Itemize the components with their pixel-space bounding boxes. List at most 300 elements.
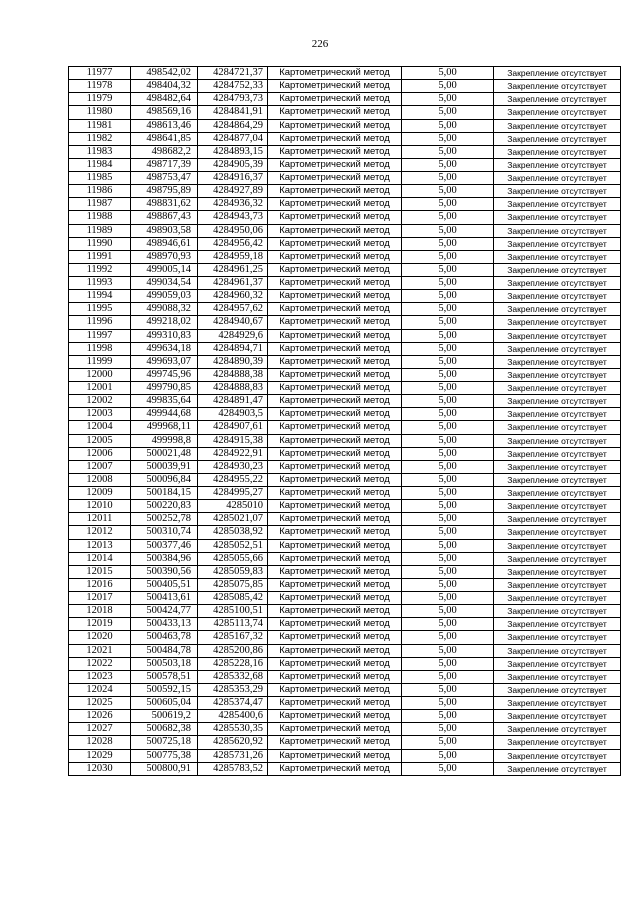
y-coordinate-cell: 4284961,37 <box>198 277 268 290</box>
y-coordinate-cell: 4285075,85 <box>198 578 268 591</box>
y-coordinate-cell: 4285038,92 <box>198 526 268 539</box>
point-number-cell: 11983 <box>69 145 131 158</box>
x-coordinate-cell: 499968,11 <box>131 421 198 434</box>
accuracy-cell: 5,00 <box>402 355 494 368</box>
x-coordinate-cell: 500619,2 <box>131 710 198 723</box>
fixation-cell: Закрепление отсутствует <box>494 683 621 696</box>
x-coordinate-cell: 499835,64 <box>131 395 198 408</box>
table-row <box>69 355 621 368</box>
x-coordinate-cell: 498946,61 <box>131 237 198 250</box>
y-coordinate-cell: 4284888,83 <box>198 382 268 395</box>
y-coordinate-cell: 4284877,04 <box>198 132 268 145</box>
x-coordinate-cell: 499944,68 <box>131 408 198 421</box>
fixation-cell: Закрепление отсутствует <box>494 749 621 762</box>
point-number-cell: 12005 <box>69 434 131 447</box>
point-number-cell: 11993 <box>69 277 131 290</box>
y-coordinate-cell: 4285052,51 <box>198 539 268 552</box>
point-number-cell: 11986 <box>69 185 131 198</box>
point-number-cell: 11996 <box>69 316 131 329</box>
accuracy-cell: 5,00 <box>402 277 494 290</box>
table-row <box>69 460 621 473</box>
x-coordinate-cell: 499310,83 <box>131 329 198 342</box>
point-number-cell: 11978 <box>69 80 131 93</box>
fixation-cell: Закрепление отсутствует <box>494 119 621 132</box>
accuracy-cell: 5,00 <box>402 592 494 605</box>
x-coordinate-cell: 499998,8 <box>131 434 198 447</box>
fixation-cell: Закрепление отсутствует <box>494 172 621 185</box>
table-row <box>69 618 621 631</box>
y-coordinate-cell: 4285731,26 <box>198 749 268 762</box>
fixation-cell: Закрепление отсутствует <box>494 263 621 276</box>
table-row <box>69 250 621 263</box>
fixation-cell: Закрепление отсутствует <box>494 106 621 119</box>
point-number-cell: 11981 <box>69 119 131 132</box>
table-row <box>69 263 621 276</box>
x-coordinate-cell: 498831,62 <box>131 198 198 211</box>
point-number-cell: 12001 <box>69 382 131 395</box>
fixation-cell: Закрепление отсутствует <box>494 408 621 421</box>
fixation-cell: Закрепление отсутствует <box>494 670 621 683</box>
table-row <box>69 198 621 211</box>
x-coordinate-cell: 500800,91 <box>131 762 198 775</box>
y-coordinate-cell: 4285400,6 <box>198 710 268 723</box>
x-coordinate-cell: 498753,47 <box>131 172 198 185</box>
point-number-cell: 11985 <box>69 172 131 185</box>
accuracy-cell: 5,00 <box>402 329 494 342</box>
y-coordinate-cell: 4284894,71 <box>198 342 268 355</box>
fixation-cell: Закрепление отсутствует <box>494 316 621 329</box>
method-cell: Картометрический метод <box>268 342 402 355</box>
accuracy-cell: 5,00 <box>402 185 494 198</box>
point-number-cell: 12024 <box>69 683 131 696</box>
table-row <box>69 670 621 683</box>
x-coordinate-cell: 500220,83 <box>131 500 198 513</box>
x-coordinate-cell: 498641,85 <box>131 132 198 145</box>
method-cell: Картометрический метод <box>268 552 402 565</box>
fixation-cell: Закрепление отсутствует <box>494 329 621 342</box>
fixation-cell: Закрепление отсутствует <box>494 198 621 211</box>
method-cell: Картометрический метод <box>268 106 402 119</box>
point-number-cell: 12026 <box>69 710 131 723</box>
fixation-cell: Закрепление отсутствует <box>494 487 621 500</box>
method-cell: Картометрический метод <box>268 631 402 644</box>
x-coordinate-cell: 500775,38 <box>131 749 198 762</box>
x-coordinate-cell: 500405,51 <box>131 578 198 591</box>
y-coordinate-cell: 4284957,62 <box>198 303 268 316</box>
method-cell: Картометрический метод <box>268 565 402 578</box>
point-number-cell: 11994 <box>69 290 131 303</box>
method-cell: Картометрический метод <box>268 408 402 421</box>
coordinates-table <box>68 66 621 776</box>
x-coordinate-cell: 498795,89 <box>131 185 198 198</box>
point-number-cell: 12010 <box>69 500 131 513</box>
table-row <box>69 303 621 316</box>
fixation-cell: Закрепление отсутствует <box>494 578 621 591</box>
accuracy-cell: 5,00 <box>402 736 494 749</box>
y-coordinate-cell: 4285374,47 <box>198 697 268 710</box>
method-cell: Картометрический метод <box>268 460 402 473</box>
fixation-cell: Закрепление отсутствует <box>494 211 621 224</box>
x-coordinate-cell: 499034,54 <box>131 277 198 290</box>
accuracy-cell: 5,00 <box>402 618 494 631</box>
method-cell: Картометрический метод <box>268 697 402 710</box>
point-number-cell: 12012 <box>69 526 131 539</box>
x-coordinate-cell: 498970,93 <box>131 250 198 263</box>
point-number-cell: 12017 <box>69 592 131 605</box>
fixation-cell: Закрепление отсутствует <box>494 224 621 237</box>
method-cell: Картометрический метод <box>268 316 402 329</box>
y-coordinate-cell: 4285530,35 <box>198 723 268 736</box>
method-cell: Картометрический метод <box>268 434 402 447</box>
x-coordinate-cell: 499059,03 <box>131 290 198 303</box>
point-number-cell: 12013 <box>69 539 131 552</box>
table-row <box>69 145 621 158</box>
point-number-cell: 11982 <box>69 132 131 145</box>
table-row <box>69 631 621 644</box>
y-coordinate-cell: 4284936,32 <box>198 198 268 211</box>
table-row <box>69 526 621 539</box>
accuracy-cell: 5,00 <box>402 93 494 106</box>
x-coordinate-cell: 498569,16 <box>131 106 198 119</box>
accuracy-cell: 5,00 <box>402 263 494 276</box>
fixation-cell: Закрепление отсутствует <box>494 303 621 316</box>
table-row <box>69 172 621 185</box>
x-coordinate-cell: 500484,78 <box>131 644 198 657</box>
y-coordinate-cell: 4285332,68 <box>198 670 268 683</box>
table-row <box>69 80 621 93</box>
accuracy-cell: 5,00 <box>402 487 494 500</box>
fixation-cell: Закрепление отсутствует <box>494 290 621 303</box>
method-cell: Картометрический метод <box>268 670 402 683</box>
x-coordinate-cell: 498542,02 <box>131 67 198 80</box>
y-coordinate-cell: 4284943,73 <box>198 211 268 224</box>
table-row <box>69 224 621 237</box>
method-cell: Картометрический метод <box>268 172 402 185</box>
method-cell: Картометрический метод <box>268 93 402 106</box>
x-coordinate-cell: 500592,15 <box>131 683 198 696</box>
method-cell: Картометрический метод <box>268 473 402 486</box>
method-cell: Картометрический метод <box>268 158 402 171</box>
accuracy-cell: 5,00 <box>402 539 494 552</box>
y-coordinate-cell: 4284893,15 <box>198 145 268 158</box>
y-coordinate-cell: 4284915,38 <box>198 434 268 447</box>
table-row <box>69 749 621 762</box>
point-number-cell: 11979 <box>69 93 131 106</box>
point-number-cell: 11999 <box>69 355 131 368</box>
y-coordinate-cell: 4285021,07 <box>198 513 268 526</box>
fixation-cell: Закрепление отсутствует <box>494 185 621 198</box>
table-row <box>69 578 621 591</box>
x-coordinate-cell: 498613,46 <box>131 119 198 132</box>
method-cell: Картометрический метод <box>268 500 402 513</box>
table-row <box>69 237 621 250</box>
point-number-cell: 11988 <box>69 211 131 224</box>
accuracy-cell: 5,00 <box>402 434 494 447</box>
fixation-cell: Закрепление отсутствует <box>494 132 621 145</box>
table-row <box>69 500 621 513</box>
x-coordinate-cell: 500578,51 <box>131 670 198 683</box>
accuracy-cell: 5,00 <box>402 421 494 434</box>
accuracy-cell: 5,00 <box>402 145 494 158</box>
accuracy-cell: 5,00 <box>402 657 494 670</box>
point-number-cell: 12029 <box>69 749 131 762</box>
accuracy-cell: 5,00 <box>402 132 494 145</box>
y-coordinate-cell: 4284907,61 <box>198 421 268 434</box>
accuracy-cell: 5,00 <box>402 631 494 644</box>
point-number-cell: 12011 <box>69 513 131 526</box>
table-row <box>69 539 621 552</box>
table-row <box>69 67 621 80</box>
method-cell: Картометрический метод <box>268 578 402 591</box>
y-coordinate-cell: 4285167,32 <box>198 631 268 644</box>
fixation-cell: Закрепление отсутствует <box>494 158 621 171</box>
method-cell: Картометрический метод <box>268 277 402 290</box>
method-cell: Картометрический метод <box>268 657 402 670</box>
table-row <box>69 605 621 618</box>
fixation-cell: Закрепление отсутствует <box>494 382 621 395</box>
fixation-cell: Закрепление отсутствует <box>494 93 621 106</box>
point-number-cell: 12003 <box>69 408 131 421</box>
accuracy-cell: 5,00 <box>402 749 494 762</box>
method-cell: Картометрический метод <box>268 618 402 631</box>
method-cell: Картометрический метод <box>268 723 402 736</box>
fixation-cell: Закрепление отсутствует <box>494 697 621 710</box>
method-cell: Картометрический метод <box>268 132 402 145</box>
accuracy-cell: 5,00 <box>402 290 494 303</box>
y-coordinate-cell: 4284864,29 <box>198 119 268 132</box>
accuracy-cell: 5,00 <box>402 447 494 460</box>
table-row <box>69 762 621 775</box>
y-coordinate-cell: 4284793,73 <box>198 93 268 106</box>
y-coordinate-cell: 4284916,37 <box>198 172 268 185</box>
y-coordinate-cell: 4284940,67 <box>198 316 268 329</box>
table-row <box>69 552 621 565</box>
method-cell: Картометрический метод <box>268 513 402 526</box>
accuracy-cell: 5,00 <box>402 224 494 237</box>
table-row <box>69 487 621 500</box>
point-number-cell: 11977 <box>69 67 131 80</box>
x-coordinate-cell: 499005,14 <box>131 263 198 276</box>
table-row <box>69 565 621 578</box>
point-number-cell: 12021 <box>69 644 131 657</box>
y-coordinate-cell: 4284955,22 <box>198 473 268 486</box>
method-cell: Картометрический метод <box>268 198 402 211</box>
y-coordinate-cell: 4285113,74 <box>198 618 268 631</box>
fixation-cell: Закрепление отсутствует <box>494 342 621 355</box>
fixation-cell: Закрепление отсутствует <box>494 368 621 381</box>
y-coordinate-cell: 4285059,83 <box>198 565 268 578</box>
accuracy-cell: 5,00 <box>402 368 494 381</box>
x-coordinate-cell: 500605,04 <box>131 697 198 710</box>
table-row <box>69 683 621 696</box>
method-cell: Картометрический метод <box>268 749 402 762</box>
accuracy-cell: 5,00 <box>402 158 494 171</box>
accuracy-cell: 5,00 <box>402 172 494 185</box>
method-cell: Картометрический метод <box>268 119 402 132</box>
y-coordinate-cell: 4284995,27 <box>198 487 268 500</box>
point-number-cell: 12014 <box>69 552 131 565</box>
table-row <box>69 723 621 736</box>
accuracy-cell: 5,00 <box>402 565 494 578</box>
table-row <box>69 329 621 342</box>
method-cell: Картометрический метод <box>268 145 402 158</box>
accuracy-cell: 5,00 <box>402 395 494 408</box>
x-coordinate-cell: 499745,96 <box>131 368 198 381</box>
y-coordinate-cell: 4284888,38 <box>198 368 268 381</box>
table-row <box>69 368 621 381</box>
table-row <box>69 644 621 657</box>
point-number-cell: 11987 <box>69 198 131 211</box>
table-row <box>69 513 621 526</box>
method-cell: Картометрический метод <box>268 185 402 198</box>
y-coordinate-cell: 4284752,33 <box>198 80 268 93</box>
table-row <box>69 434 621 447</box>
accuracy-cell: 5,00 <box>402 683 494 696</box>
point-number-cell: 11998 <box>69 342 131 355</box>
y-coordinate-cell: 4284890,39 <box>198 355 268 368</box>
x-coordinate-cell: 498404,32 <box>131 80 198 93</box>
y-coordinate-cell: 4284950,06 <box>198 224 268 237</box>
x-coordinate-cell: 498682,2 <box>131 145 198 158</box>
fixation-cell: Закрепление отсутствует <box>494 539 621 552</box>
table-row <box>69 710 621 723</box>
point-number-cell: 12009 <box>69 487 131 500</box>
method-cell: Картометрический метод <box>268 290 402 303</box>
fixation-cell: Закрепление отсутствует <box>494 631 621 644</box>
point-number-cell: 12023 <box>69 670 131 683</box>
method-cell: Картометрический метод <box>268 303 402 316</box>
method-cell: Картометрический метод <box>268 395 402 408</box>
fixation-cell: Закрепление отсутствует <box>494 605 621 618</box>
method-cell: Картометрический метод <box>268 382 402 395</box>
fixation-cell: Закрепление отсутствует <box>494 460 621 473</box>
table-row <box>69 408 621 421</box>
accuracy-cell: 5,00 <box>402 119 494 132</box>
y-coordinate-cell: 4284922,91 <box>198 447 268 460</box>
point-number-cell: 12020 <box>69 631 131 644</box>
point-number-cell: 12000 <box>69 368 131 381</box>
accuracy-cell: 5,00 <box>402 500 494 513</box>
y-coordinate-cell: 4284927,89 <box>198 185 268 198</box>
x-coordinate-cell: 500039,91 <box>131 460 198 473</box>
x-coordinate-cell: 500310,74 <box>131 526 198 539</box>
point-number-cell: 12004 <box>69 421 131 434</box>
method-cell: Картометрический метод <box>268 592 402 605</box>
fixation-cell: Закрепление отсутствует <box>494 526 621 539</box>
y-coordinate-cell: 4284905,39 <box>198 158 268 171</box>
point-number-cell: 12006 <box>69 447 131 460</box>
accuracy-cell: 5,00 <box>402 106 494 119</box>
x-coordinate-cell: 500390,56 <box>131 565 198 578</box>
table-row <box>69 211 621 224</box>
fixation-cell: Закрепление отсутствует <box>494 355 621 368</box>
table-row <box>69 290 621 303</box>
method-cell: Картометрический метод <box>268 447 402 460</box>
accuracy-cell: 5,00 <box>402 644 494 657</box>
x-coordinate-cell: 500413,61 <box>131 592 198 605</box>
y-coordinate-cell: 4285228,16 <box>198 657 268 670</box>
accuracy-cell: 5,00 <box>402 67 494 80</box>
accuracy-cell: 5,00 <box>402 710 494 723</box>
accuracy-cell: 5,00 <box>402 605 494 618</box>
y-coordinate-cell: 4285010 <box>198 500 268 513</box>
method-cell: Картометрический метод <box>268 736 402 749</box>
table-row <box>69 316 621 329</box>
table-row <box>69 421 621 434</box>
x-coordinate-cell: 500682,38 <box>131 723 198 736</box>
fixation-cell: Закрепление отсутствует <box>494 657 621 670</box>
point-number-cell: 11995 <box>69 303 131 316</box>
y-coordinate-cell: 4284841,91 <box>198 106 268 119</box>
x-coordinate-cell: 500424,77 <box>131 605 198 618</box>
table-row <box>69 657 621 670</box>
fixation-cell: Закрепление отсутствует <box>494 736 621 749</box>
accuracy-cell: 5,00 <box>402 460 494 473</box>
x-coordinate-cell: 498717,39 <box>131 158 198 171</box>
table-row <box>69 185 621 198</box>
accuracy-cell: 5,00 <box>402 513 494 526</box>
accuracy-cell: 5,00 <box>402 198 494 211</box>
accuracy-cell: 5,00 <box>402 342 494 355</box>
table-row <box>69 119 621 132</box>
method-cell: Картометрический метод <box>268 329 402 342</box>
table-row <box>69 158 621 171</box>
table-row <box>69 447 621 460</box>
method-cell: Картометрический метод <box>268 421 402 434</box>
point-number-cell: 11989 <box>69 224 131 237</box>
y-coordinate-cell: 4285100,51 <box>198 605 268 618</box>
point-number-cell: 11980 <box>69 106 131 119</box>
method-cell: Картометрический метод <box>268 605 402 618</box>
fixation-cell: Закрепление отсутствует <box>494 565 621 578</box>
fixation-cell: Закрепление отсутствует <box>494 644 621 657</box>
method-cell: Картометрический метод <box>268 683 402 696</box>
table-row <box>69 106 621 119</box>
point-number-cell: 12002 <box>69 395 131 408</box>
fixation-cell: Закрепление отсутствует <box>494 395 621 408</box>
method-cell: Картометрический метод <box>268 762 402 775</box>
accuracy-cell: 5,00 <box>402 408 494 421</box>
method-cell: Картометрический метод <box>268 250 402 263</box>
fixation-cell: Закрепление отсутствует <box>494 500 621 513</box>
point-number-cell: 12016 <box>69 578 131 591</box>
y-coordinate-cell: 4285783,52 <box>198 762 268 775</box>
point-number-cell: 11991 <box>69 250 131 263</box>
x-coordinate-cell: 500433,13 <box>131 618 198 631</box>
point-number-cell: 11990 <box>69 237 131 250</box>
fixation-cell: Закрепление отсутствует <box>494 67 621 80</box>
point-number-cell: 12022 <box>69 657 131 670</box>
x-coordinate-cell: 499634,18 <box>131 342 198 355</box>
x-coordinate-cell: 498903,58 <box>131 224 198 237</box>
y-coordinate-cell: 4284721,37 <box>198 67 268 80</box>
accuracy-cell: 5,00 <box>402 526 494 539</box>
accuracy-cell: 5,00 <box>402 211 494 224</box>
y-coordinate-cell: 4284961,25 <box>198 263 268 276</box>
table-row <box>69 592 621 605</box>
fixation-cell: Закрепление отсутствует <box>494 80 621 93</box>
method-cell: Картометрический метод <box>268 224 402 237</box>
point-number-cell: 12008 <box>69 473 131 486</box>
accuracy-cell: 5,00 <box>402 697 494 710</box>
x-coordinate-cell: 498482,64 <box>131 93 198 106</box>
table-row <box>69 395 621 408</box>
accuracy-cell: 5,00 <box>402 303 494 316</box>
table-row <box>69 382 621 395</box>
accuracy-cell: 5,00 <box>402 670 494 683</box>
point-number-cell: 12007 <box>69 460 131 473</box>
point-number-cell: 12027 <box>69 723 131 736</box>
